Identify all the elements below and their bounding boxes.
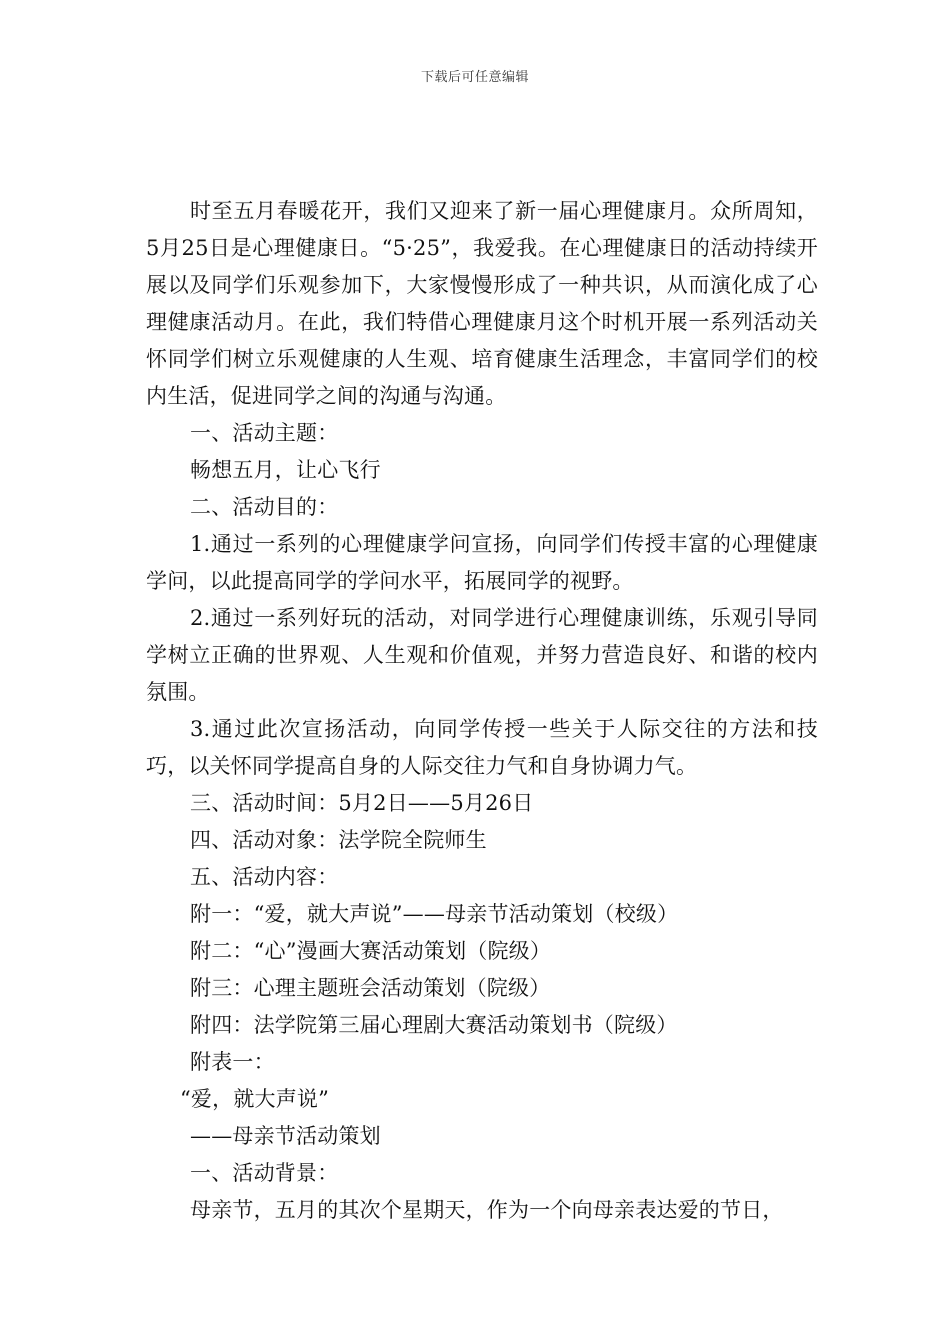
appendix-item: 附一：“爱，就大声说”——母亲节活动策划（校级） [190,902,679,926]
intro-paragraph: 时至五月春暖花开，我们又迎来了新一届心理健康月。众所周知，5月25日是心理健康日。“5·25”，我爱我。在心理健康日的活动持续开展以及同学们乐观参加下，大家慢慢形成了一种共识，从而演化成了心理健康活动月。在此，我们特借心理健康月这个时机开展一系列活动关怀同学们树立乐观健康的人生观、培育健康生活理念，丰富同学们的校内生活，促进同学之间的沟通与沟通。 [146,199,818,408]
theme-text: 畅想五月，让心飞行 [190,458,381,482]
purpose-item: 1.通过一系列的心理健康学问宣扬，向同学们传授丰富的心理健康学问，以此提高同学的学问水平，拓展同学的视野。 [146,532,818,593]
appendix-item: 附三：心理主题班会活动策划（院级） [190,976,551,1000]
document-body [146,193,818,1229]
table-label: 附表一： [190,1050,275,1074]
activity-target: 四、活动对象：法学院全院师生 [190,828,487,852]
theme-heading: 一、活动主题： [190,421,339,445]
purpose-item: 3.通过此次宣扬活动，向同学传授一些关于人际交往的方法和技巧，以关怀同学提高自身的人际交往力气和自身协调力气。 [146,717,818,778]
header-note: 下载后可任意编辑 [420,70,529,85]
sub-subtitle: ——母亲节活动策划 [190,1124,381,1148]
appendix-item: 附四：法学院第三届心理剧大赛活动策划书（院级） [190,1013,678,1037]
activity-time: 三、活动时间：5月2日——5月26日 [190,791,534,815]
appendix-item: 附二：“心”漫画大赛活动策划（院级） [190,939,552,963]
background-text: 母亲节，五月的其次个星期天，作为一个向母亲表达爱的节日， [190,1198,784,1222]
sub-title: “爱，就大声说” [180,1087,330,1111]
background-heading: 一、活动背景： [190,1161,339,1185]
content-heading: 五、活动内容： [190,865,339,889]
purpose-item: 2.通过一系列好玩的活动，对同学进行心理健康训练，乐观引导同学树立正确的世界观、人生观和价值观，并努力营造良好、和谐的校内氛围。 [146,606,818,704]
purpose-heading: 二、活动目的： [190,495,339,519]
